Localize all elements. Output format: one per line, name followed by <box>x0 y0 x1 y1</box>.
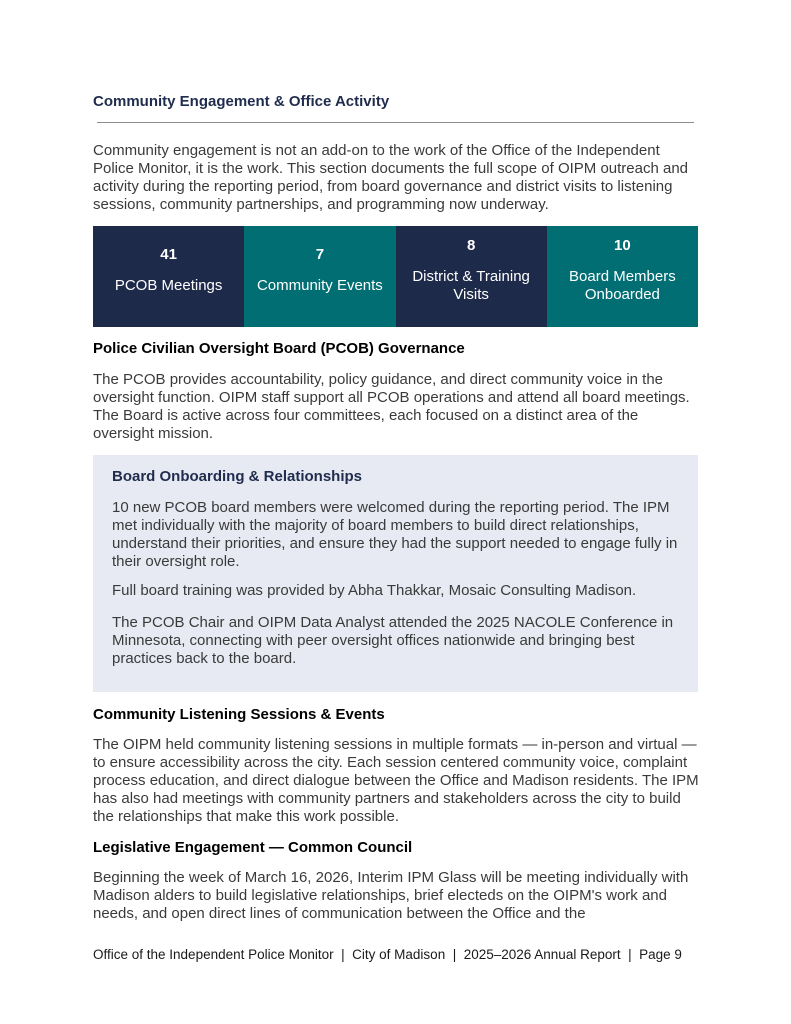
stat-district-training-visits <box>396 226 547 327</box>
listening-heading: Community Listening Sessions & Events <box>93 706 385 723</box>
onboarding-paragraph: Full board training was provided by Abha Thakkar, Mosaic Consulting Madison. <box>112 582 637 599</box>
pcob-heading: Police Civilian Oversight Board (PCOB) Governance <box>93 340 465 357</box>
stat-label: Board Members Onboarded <box>569 268 676 303</box>
stat-value: 10 <box>614 237 631 254</box>
stat-community-events <box>244 226 395 327</box>
onboarding-paragraph: 10 new PCOB board members were welcomed during the reporting period. The IPM met individually with the majority of board members to build direct relationships, understand their priorities, and ensure they had the support needed to engage fully in their oversight role. <box>112 499 678 570</box>
title-divider <box>97 122 694 123</box>
stat-board-members-onboarded <box>547 226 698 327</box>
listening-paragraph: The OIPM held community listening sessions in multiple formats — in-person and virtual — to ensure accessibility across the city. Each session centered community voice, complaint process education, and direct dialogue between the Office and Madison residents. The IPM has also had meetings with community partners and stakeholders across the city to build the relationships that make this work possible. <box>93 736 699 825</box>
intro-paragraph: Community engagement is not an add-on to the work of the Office of the Independent Police Monitor, it is the work. This section documents the full scope of OIPM outreach and activity during the reporting period, from board governance and district visits to listening sessions, community partnerships, and programming now underway. <box>93 142 689 213</box>
pcob-paragraph: The PCOB provides accountability, policy guidance, and direct community voice in the oversight function. OIPM staff support all PCOB operations and attend all board meetings. The Board is active across four committees, each focused on a distinct area of the oversight mission. <box>93 371 690 442</box>
stats-bar <box>93 226 698 327</box>
stat-value: 8 <box>466 237 476 254</box>
stat-label: Community Events <box>256 277 383 294</box>
stat-value: 41 <box>160 246 177 263</box>
section-title: Community Engagement & Office Activity <box>93 93 390 110</box>
stat-pcob-meetings <box>93 226 244 327</box>
onboarding-title: Board Onboarding & Relationships <box>112 468 363 485</box>
legislative-paragraph: Beginning the week of March 16, 2026, Interim IPM Glass will be meeting individually with Madison alders to build legislative relationships, brief electeds on the OIPM's work and needs, and open direct lines of communication between the Office and the <box>93 869 689 922</box>
stat-label: District & Training Visits <box>412 268 530 303</box>
stat-label: PCOB Meetings <box>114 277 223 294</box>
stat-value: 7 <box>315 246 325 263</box>
legislative-heading: Legislative Engagement — Common Council <box>93 839 413 856</box>
onboarding-callout <box>93 455 698 692</box>
page-footer <box>93 947 682 962</box>
onboarding-paragraph: The PCOB Chair and OIPM Data Analyst attended the 2025 NACOLE Conference in Minnesota, connecting with peer oversight offices nationwide and bringing best practices back to the board. <box>112 614 674 667</box>
footer-text: Office of the Independent Police Monitor | City of Madison | 2025–2026 Annual Report | Page 9 <box>93 947 682 962</box>
